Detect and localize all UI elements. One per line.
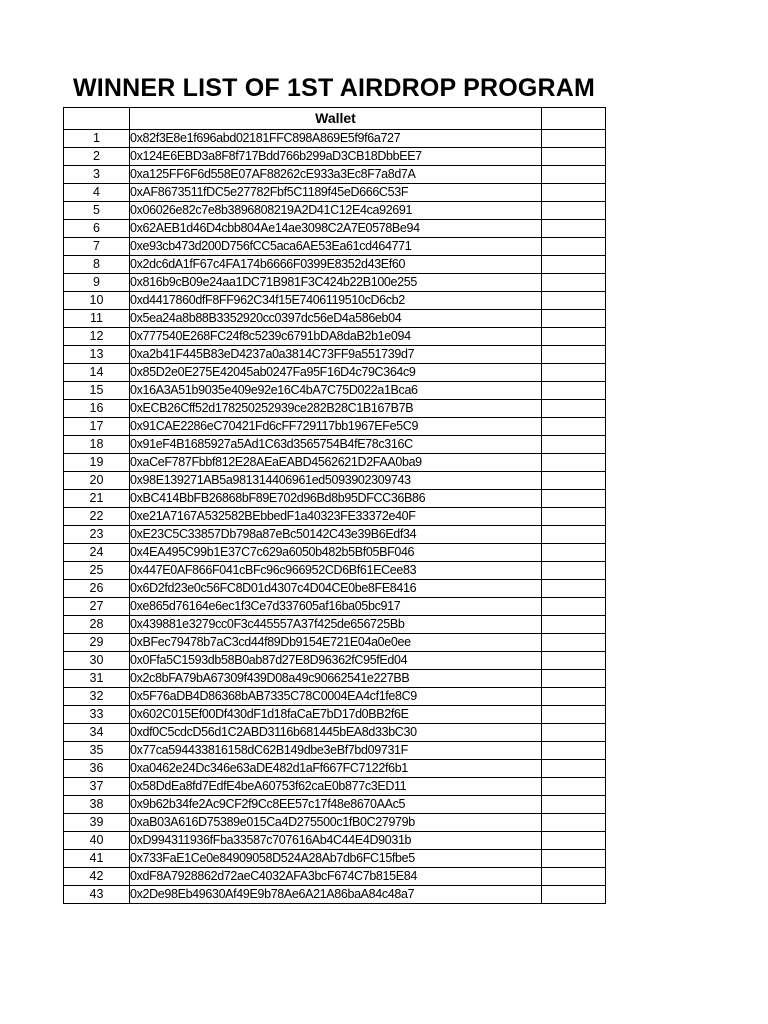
table-row	[64, 868, 606, 886]
wallet-address: 0x733FaE1Ce0e84909058D524A28Ab7db6FC15fbe5	[130, 850, 542, 868]
table-row	[64, 760, 606, 778]
extra-cell	[542, 832, 606, 850]
wallet-address: 0xD994311936fFba33587c707616Ab4C44E4D9031b	[130, 832, 542, 850]
row-number: 14	[64, 364, 130, 382]
extra-cell	[542, 580, 606, 598]
table-row	[64, 454, 606, 472]
wallet-address: 0x447E0AF866F041cBFc96c966952CD6Bf61ECee83	[130, 562, 542, 580]
row-number: 37	[64, 778, 130, 796]
table-row	[64, 598, 606, 616]
wallet-address: 0x4EA495C99b1E37C7c629a6050b482b5Bf05BF046	[130, 544, 542, 562]
wallet-address: 0xaCeF787Fbbf812E28AEaEABD4562621D2FAA0ba9	[130, 454, 542, 472]
extra-cell	[542, 814, 606, 832]
extra-cell	[542, 346, 606, 364]
wallet-address: 0x16A3A51b9035e409e92e16C4bA7C75D022a1Bca6	[130, 382, 542, 400]
row-number: 23	[64, 526, 130, 544]
wallet-address: 0x777540E268FC24f8c5239c6791bDA8daB2b1e094	[130, 328, 542, 346]
extra-cell	[542, 148, 606, 166]
extra-cell	[542, 256, 606, 274]
extra-cell	[542, 202, 606, 220]
row-number: 26	[64, 580, 130, 598]
wallet-address: 0x98E139271AB5a981314406961ed5093902309743	[130, 472, 542, 490]
extra-cell	[542, 778, 606, 796]
table-row	[64, 256, 606, 274]
extra-cell	[542, 490, 606, 508]
extra-cell	[542, 418, 606, 436]
row-number: 19	[64, 454, 130, 472]
wallet-address: 0xa0462e24Dc346e63aDE482d1aFf667FC7122f6b1	[130, 760, 542, 778]
wallet-address: 0x439881e3279cc0F3c445557A37f425de656725Bb	[130, 616, 542, 634]
wallet-address: 0xdF8A7928862d72aeC4032AFA3bcF674C7b815E84	[130, 868, 542, 886]
extra-cell	[542, 130, 606, 148]
wallet-address: 0xE23C5C33857Db798a87eBc50142C43e39B6Edf34	[130, 526, 542, 544]
row-number: 2	[64, 148, 130, 166]
extra-cell	[542, 472, 606, 490]
row-number: 27	[64, 598, 130, 616]
table-row	[64, 292, 606, 310]
table-row	[64, 724, 606, 742]
table-row	[64, 688, 606, 706]
table-row	[64, 706, 606, 724]
extra-cell	[542, 724, 606, 742]
row-number: 29	[64, 634, 130, 652]
table-row	[64, 670, 606, 688]
extra-cell	[542, 670, 606, 688]
extra-cell	[542, 292, 606, 310]
extra-cell	[542, 562, 606, 580]
row-number: 17	[64, 418, 130, 436]
extra-cell	[542, 526, 606, 544]
extra-cell	[542, 184, 606, 202]
wallet-address: 0x85D2e0E275E42045ab0247Fa95F16D4c79C364c9	[130, 364, 542, 382]
wallet-address: 0xd4417860dfF8FF962C34f15E7406119510cD6cb2	[130, 292, 542, 310]
row-number: 16	[64, 400, 130, 418]
row-number: 6	[64, 220, 130, 238]
extra-cell	[542, 652, 606, 670]
table-row	[64, 418, 606, 436]
row-number: 1	[64, 130, 130, 148]
wallet-address: 0x602C015Ef00Df430dF1d18faCaE7bD17d0BB2f6E	[130, 706, 542, 724]
table-row	[64, 652, 606, 670]
table-row	[64, 382, 606, 400]
table-row	[64, 796, 606, 814]
wallet-column-header: Wallet	[130, 108, 542, 130]
table-row	[64, 274, 606, 292]
extra-cell	[542, 382, 606, 400]
wallet-address: 0x82f3E8e1f696abd02181FFC898A869E5f9f6a727	[130, 130, 542, 148]
wallet-address: 0xBC414BbFB26868bF89E702d96Bd8b95DFCC36B86	[130, 490, 542, 508]
row-number: 21	[64, 490, 130, 508]
row-number: 15	[64, 382, 130, 400]
extra-cell	[542, 508, 606, 526]
table-row	[64, 832, 606, 850]
row-number: 7	[64, 238, 130, 256]
table-row	[64, 310, 606, 328]
table-row	[64, 544, 606, 562]
row-number: 9	[64, 274, 130, 292]
wallet-address: 0x9b62b34fe2Ac9CF2f9Cc8EE57c17f48e8670AAc5	[130, 796, 542, 814]
row-number: 41	[64, 850, 130, 868]
wallet-address: 0x06026e82c7e8b3896808219A2D41C12E4ca92691	[130, 202, 542, 220]
extra-cell	[542, 310, 606, 328]
row-number: 40	[64, 832, 130, 850]
table-row	[64, 742, 606, 760]
wallet-address: 0x0Ffa5C1593db58B0ab87d27E8D96362fC95fEd04	[130, 652, 542, 670]
row-number: 31	[64, 670, 130, 688]
number-column-header	[64, 108, 130, 130]
extra-cell	[542, 544, 606, 562]
row-number: 32	[64, 688, 130, 706]
extra-cell	[542, 436, 606, 454]
wallet-address: 0x2dc6dA1fF67c4FA174b6666F0399E8352d43Ef60	[130, 256, 542, 274]
extra-cell	[542, 742, 606, 760]
row-number: 36	[64, 760, 130, 778]
extra-cell	[542, 400, 606, 418]
table-row	[64, 400, 606, 418]
table-row	[64, 184, 606, 202]
table-row	[64, 202, 606, 220]
wallet-address: 0x6D2fd23e0c56FC8D01d4307c4D04CE0be8FE8416	[130, 580, 542, 598]
wallet-address: 0xe865d76164e6ec1f3Ce7d337605af16ba05bc917	[130, 598, 542, 616]
row-number: 34	[64, 724, 130, 742]
extra-cell	[542, 850, 606, 868]
row-number: 5	[64, 202, 130, 220]
extra-cell	[542, 616, 606, 634]
table-row	[64, 814, 606, 832]
wallet-address: 0x5F76aDB4D86368bAB7335C78C0004EA4cf1fe8C9	[130, 688, 542, 706]
row-number: 35	[64, 742, 130, 760]
table-row	[64, 778, 606, 796]
wallet-address: 0xBFec79478b7aC3cd44f89Db9154E721E04a0e0ee	[130, 634, 542, 652]
table-row	[64, 634, 606, 652]
wallet-address: 0xa2b41F445B83eD4237a0a3814C73FF9a551739d7	[130, 346, 542, 364]
table-row	[64, 238, 606, 256]
extra-cell	[542, 634, 606, 652]
table-row	[64, 526, 606, 544]
extra-cell	[542, 166, 606, 184]
wallet-address: 0x91CAE2286eC70421Fd6cFF729117bb1967EFe5C9	[130, 418, 542, 436]
row-number: 22	[64, 508, 130, 526]
extra-cell	[542, 364, 606, 382]
table-row	[64, 328, 606, 346]
row-number: 25	[64, 562, 130, 580]
table-row	[64, 508, 606, 526]
row-number: 39	[64, 814, 130, 832]
row-number: 8	[64, 256, 130, 274]
table-row	[64, 850, 606, 868]
table-row	[64, 580, 606, 598]
row-number: 3	[64, 166, 130, 184]
wallet-address: 0xe93cb473d200D756fCC5aca6AE53Ea61cd464771	[130, 238, 542, 256]
row-number: 24	[64, 544, 130, 562]
wallet-address: 0x91eF4B1685927a5Ad1C63d3565754B4fE78c316C	[130, 436, 542, 454]
page-title: WINNER LIST OF 1ST AIRDROP PROGRAM	[72, 74, 596, 102]
winner-table	[63, 107, 606, 904]
wallet-address: 0x62AEB1d46D4cbb804Ae14ae3098C2A7E0578Be94	[130, 220, 542, 238]
wallet-address: 0x816b9cB09e24aa1DC71B981F3C424b22B100e255	[130, 274, 542, 292]
table-row	[64, 148, 606, 166]
table-row	[64, 616, 606, 634]
extra-cell	[542, 454, 606, 472]
wallet-address: 0xa125FF6F6d558E07AF88262cE933a3Ec8F7a8d7A	[130, 166, 542, 184]
extra-cell	[542, 688, 606, 706]
row-number: 18	[64, 436, 130, 454]
row-number: 12	[64, 328, 130, 346]
row-number: 33	[64, 706, 130, 724]
extra-column-header	[542, 108, 606, 130]
wallet-address: 0x5ea24a8b88B3352920cc0397dc56eD4a586eb04	[130, 310, 542, 328]
row-number: 28	[64, 616, 130, 634]
row-number: 13	[64, 346, 130, 364]
extra-cell	[542, 328, 606, 346]
wallet-address: 0x2De98Eb49630Af49E9b78Ae6A21A86baA84c48a7	[130, 886, 542, 904]
row-number: 4	[64, 184, 130, 202]
wallet-address: 0xECB26Cff52d178250252939ce282B28C1B167B7B	[130, 400, 542, 418]
extra-cell	[542, 868, 606, 886]
extra-cell	[542, 238, 606, 256]
row-number: 11	[64, 310, 130, 328]
row-number: 42	[64, 868, 130, 886]
table-row	[64, 886, 606, 904]
wallet-address: 0x2c8bFA79bA67309f439D08a49c90662541e227BB	[130, 670, 542, 688]
wallet-address: 0x124E6EBD3a8F8f717Bdd766b299aD3CB18DbbEE7	[130, 148, 542, 166]
table-row	[64, 490, 606, 508]
extra-cell	[542, 220, 606, 238]
row-number: 43	[64, 886, 130, 904]
extra-cell	[542, 796, 606, 814]
table-row	[64, 166, 606, 184]
table-row	[64, 436, 606, 454]
row-number: 10	[64, 292, 130, 310]
table-row	[64, 562, 606, 580]
wallet-address: 0xe21A7167A532582BEbbedF1a40323FE33372e40F	[130, 508, 542, 526]
table-row	[64, 472, 606, 490]
row-number: 20	[64, 472, 130, 490]
table-header-row	[64, 108, 606, 130]
table-row	[64, 130, 606, 148]
extra-cell	[542, 598, 606, 616]
table-row	[64, 364, 606, 382]
extra-cell	[542, 706, 606, 724]
extra-cell	[542, 760, 606, 778]
wallet-address: 0xdf0C5cdcD56d1C2ABD3116b681445bEA8d33bC30	[130, 724, 542, 742]
wallet-address: 0x77ca594433816158dC62B149dbe3eBf7bd09731F	[130, 742, 542, 760]
wallet-address: 0xAF8673511fDC5e27782Fbf5C1189f45eD666C53F	[130, 184, 542, 202]
wallet-address: 0xaB03A616D75389e015Ca4D275500c1fB0C27979b	[130, 814, 542, 832]
extra-cell	[542, 274, 606, 292]
extra-cell	[542, 886, 606, 904]
table-row	[64, 346, 606, 364]
table-row	[64, 220, 606, 238]
row-number: 30	[64, 652, 130, 670]
row-number: 38	[64, 796, 130, 814]
wallet-address: 0x58DdEa8fd7EdfE4beA60753f62caE0b877c3ED11	[130, 778, 542, 796]
